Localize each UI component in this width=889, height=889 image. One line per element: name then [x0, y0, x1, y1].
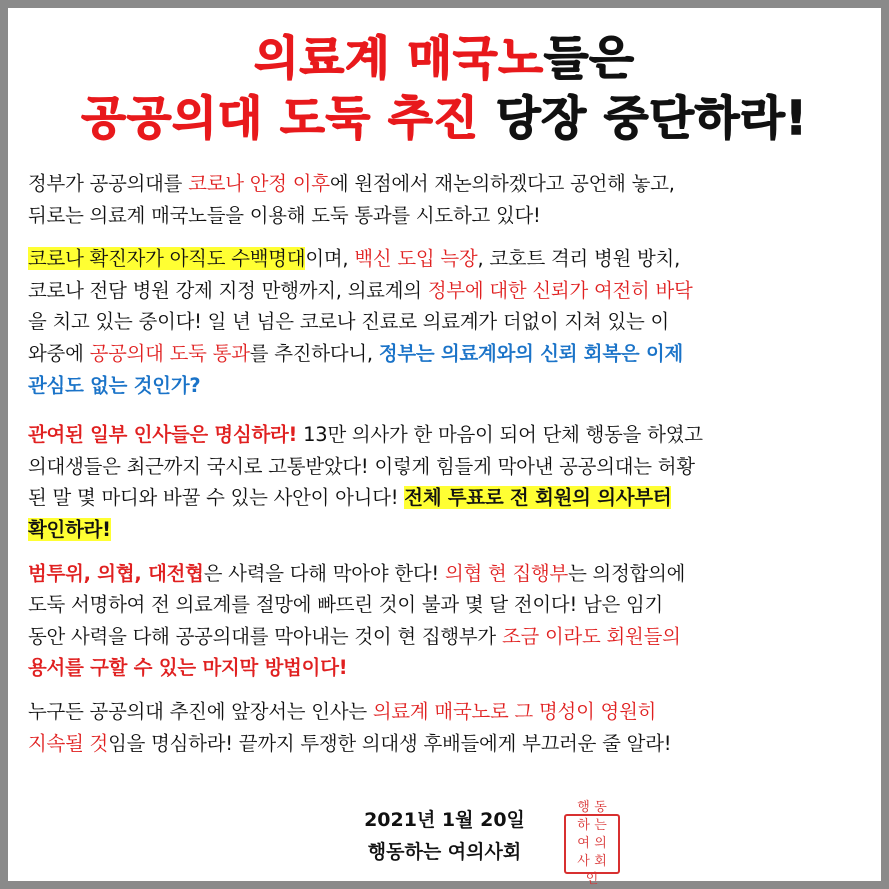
- text: 13만 의사가 한 마음이 되어 단체 행동을 하였고: [297, 423, 703, 447]
- signature-block: [8, 804, 881, 868]
- emphasis-red: 백신 도입 늑장: [354, 247, 478, 271]
- signature-date: 2021년 1월 20일: [364, 809, 525, 831]
- text: 뒤로는 의료계 매국노들을 이용해 도둑 통과를 시도하고 있다!: [28, 203, 541, 227]
- emphasis-red: 공공의대 도둑 통과: [89, 341, 250, 365]
- text: 의대생들은 최근까지 국시로 고통받았다! 이렇게 힘들게 막아낸 공공의대는 허황: [28, 454, 695, 478]
- text: 를 추진하다니,: [249, 341, 379, 365]
- seal-char: 여: [577, 836, 590, 851]
- seal-char: 동: [594, 800, 607, 815]
- emphasis-red: 범투위, 의협, 대전협: [28, 561, 204, 585]
- title-line-1: [8, 30, 881, 86]
- seal-char: 사: [577, 854, 590, 869]
- text: 은 사력을 다해 막아야 한다!: [203, 561, 445, 585]
- seal-char: 행: [577, 800, 590, 815]
- highlight-yellow: 전체 투표로 전 회원의 의사부터: [404, 486, 672, 510]
- paragraph-3: [28, 419, 873, 545]
- emphasis-red: 의협 현 집행부: [444, 561, 569, 585]
- paragraph-2: [28, 243, 873, 401]
- text: 을 치고 있는 중이다! 일 년 넘은 코로나 진료로 의료계가 더없이 지쳐 있는 이: [28, 310, 670, 334]
- emphasis-red: 의료계 매국노로 그 명성이 영원히: [372, 699, 657, 723]
- emphasis-red: 조금 이라도 회원들의: [501, 624, 681, 648]
- statement-body: [28, 168, 873, 759]
- paragraph-4: [28, 558, 873, 684]
- emphasis-red: 지속될 것: [28, 731, 109, 755]
- seal-stamp-icon: [564, 800, 620, 887]
- highlight-yellow: 확인하라!: [28, 517, 111, 541]
- emphasis-red: 정부에 대한 신뢰가 여전히 바닥: [427, 278, 693, 302]
- title-line2-black: 당장 중단하라!: [478, 91, 808, 145]
- seal-char: 는: [594, 818, 607, 833]
- seal-char: 회: [594, 854, 607, 869]
- seal-char: 의: [594, 836, 607, 851]
- text: 누구든 공공의대 추진에 앞장서는 인사는: [28, 699, 373, 723]
- text: 도둑 서명하여 전 의료계를 절망에 빠뜨린 것이 불과 몇 달 전이다! 남은 임기: [28, 593, 664, 617]
- text: 는 의정합의에: [568, 561, 686, 585]
- emphasis-red: 용서를 구할 수 있는 마지막 방법이다!: [28, 656, 348, 680]
- emphasis-blue: 정부는 의료계와의 신뢰 회복은 이제: [378, 341, 684, 365]
- text: 에 원점에서 재논의하겠다고 공언해 놓고,: [329, 172, 675, 195]
- title-line-2: [8, 90, 881, 146]
- seal-char: 하: [577, 818, 590, 833]
- signature-organization: 행동하는 여의사회: [367, 841, 522, 863]
- title-line2-red: 공공의대 도둑 추진: [81, 91, 479, 145]
- emphasis-red: 코로나 안정 이후: [188, 172, 330, 195]
- title-line1-black: 들은: [543, 31, 635, 85]
- text: 동안 사력을 다해 공공의대를 막아내는 것이 현 집행부가: [28, 624, 502, 648]
- seal-char: 인: [585, 872, 599, 887]
- text: 정부가 공공의대를: [28, 172, 189, 195]
- text: 와중에: [28, 341, 90, 365]
- text: 이며,: [305, 247, 355, 271]
- text: 코로나 전담 병원 강제 지정 만행까지, 의료계의: [28, 278, 428, 302]
- paragraph-1: [28, 168, 873, 231]
- title-line1-red: 의료계 매국노: [254, 31, 544, 85]
- emphasis-blue: 관심도 없는 것인가?: [28, 373, 201, 397]
- paragraph-5: [28, 696, 873, 759]
- text: , 코호트 격리 병원 방치,: [477, 247, 681, 271]
- highlight-yellow: 코로나 확진자가 아직도 수백명대: [28, 247, 306, 271]
- text: 임을 명심하라! 끝까지 투쟁한 의대생 후배들에게 부끄러운 줄 알라!: [108, 731, 672, 755]
- emphasis-red: 관여된 일부 인사들은 명심하라!: [28, 423, 298, 447]
- text: 된 말 몇 마디와 바꿀 수 있는 사안이 아니다!: [28, 486, 405, 510]
